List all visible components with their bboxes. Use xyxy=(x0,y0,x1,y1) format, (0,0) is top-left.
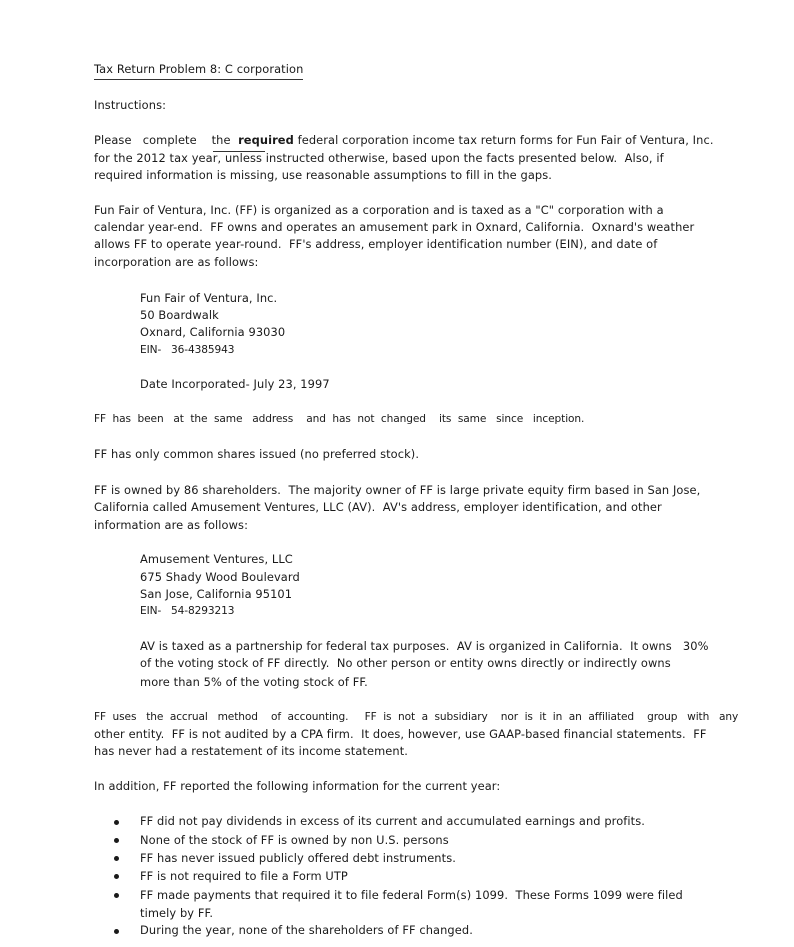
accrual-line-1: FF uses the accrual method of accounting. FF is not a subsidiary nor is it in an affiliated group with any xyxy=(94,711,739,723)
instructions-line-2: for the 2012 tax year, unless instructed otherwise, based upon the facts presented below. Also, if xyxy=(94,151,664,165)
ff-street: 50 Boardwalk xyxy=(140,308,219,322)
bullet-item: During the year, none of the shareholders of FF changed. xyxy=(140,923,473,937)
accrual-line-3: has never had a restatement of its income statement. xyxy=(94,744,408,758)
bullet-dot xyxy=(114,929,119,934)
bullet-item: FF made payments that required it to file federal Form(s) 1099. These Forms 1099 were filed xyxy=(140,888,683,902)
ff-name: Fun Fair of Ventura, Inc. xyxy=(140,291,278,305)
common-shares-statement: FF has only common shares issued (no preferred stock). xyxy=(94,447,420,461)
ownership-line-1: FF is owned by 86 shareholders. The majority owner of FF is large private equity firm based in San Jose, xyxy=(94,483,701,497)
ff-date-incorporated: Date Incorporated- July 23, 1997 xyxy=(140,377,330,391)
av-city: San Jose, California 95101 xyxy=(140,587,293,601)
ownership-line-2: California called Amusement Ventures, LLC (AV). AV's address, employer identification, and other xyxy=(94,500,662,514)
bullet-item: FF has never issued publicly offered debt instruments. xyxy=(140,851,456,865)
bullet-dot xyxy=(114,838,119,843)
av-ein: EIN- 54-8293213 xyxy=(140,605,235,617)
ff-city: Oxnard, California 93030 xyxy=(140,325,286,339)
organization-line-1: Fun Fair of Ventura, Inc. (FF) is organized as a corporation and is taxed as a "C" corporation with a xyxy=(94,203,664,217)
instructions-line-1 xyxy=(94,132,714,148)
instructions-line-3: required information is missing, use reasonable assumptions to fill in the gaps. xyxy=(94,168,553,182)
ff-ein: EIN- 36-4385943 xyxy=(140,344,235,356)
bullet-item: FF is not required to file a Form UTP xyxy=(140,869,348,883)
instructions-text-post: federal corporation income tax return forms for Fun Fair of Ventura, Inc. xyxy=(293,133,714,147)
addition-statement: In addition, FF reported the following information for the current year: xyxy=(94,779,501,793)
av-tax-line-2: of the voting stock of FF directly. No other person or entity owns directly or indirectly owns xyxy=(140,656,671,670)
same-address-statement: FF has been at the same address and has not changed its same since inception. xyxy=(94,413,585,425)
bullet-item-continued: timely by FF. xyxy=(140,906,214,920)
bullet-item: None of the stock of FF is owned by non U.S. persons xyxy=(140,833,449,847)
instructions-heading: Instructions: xyxy=(94,98,167,112)
page-title: Tax Return Problem 8: C corporation xyxy=(94,61,303,80)
av-street: 675 Shady Wood Boulevard xyxy=(140,570,300,584)
bullet-dot xyxy=(114,856,119,861)
bullet-item: FF did not pay dividends in excess of its current and accumulated earnings and profits. xyxy=(140,814,645,828)
accrual-line-2: other entity. FF is not audited by a CPA firm. It does, however, use GAAP-based financial statements. FF xyxy=(94,727,707,741)
organization-line-2: calendar year-end. FF owns and operates an amusement park in Oxnard, California. Oxnard's weather xyxy=(94,220,695,234)
av-name: Amusement Ventures, LLC xyxy=(140,552,293,566)
required-word: required xyxy=(238,133,294,147)
organization-line-3: allows FF to operate year-round. FF's address, employer identification number (EIN), and date of xyxy=(94,237,658,251)
av-tax-line-1: AV is taxed as a partnership for federal tax purposes. AV is organized in California. It owns 30% xyxy=(140,639,709,653)
bullet-dot xyxy=(114,874,119,879)
ownership-line-3: information are as follows: xyxy=(94,518,249,532)
instructions-text-pre: Please complete the xyxy=(94,133,239,147)
bullet-dot xyxy=(114,820,119,825)
bullet-dot xyxy=(114,893,119,898)
organization-line-4: incorporation are as follows: xyxy=(94,255,259,269)
av-tax-line-3: more than 5% of the voting stock of FF. xyxy=(140,675,368,689)
